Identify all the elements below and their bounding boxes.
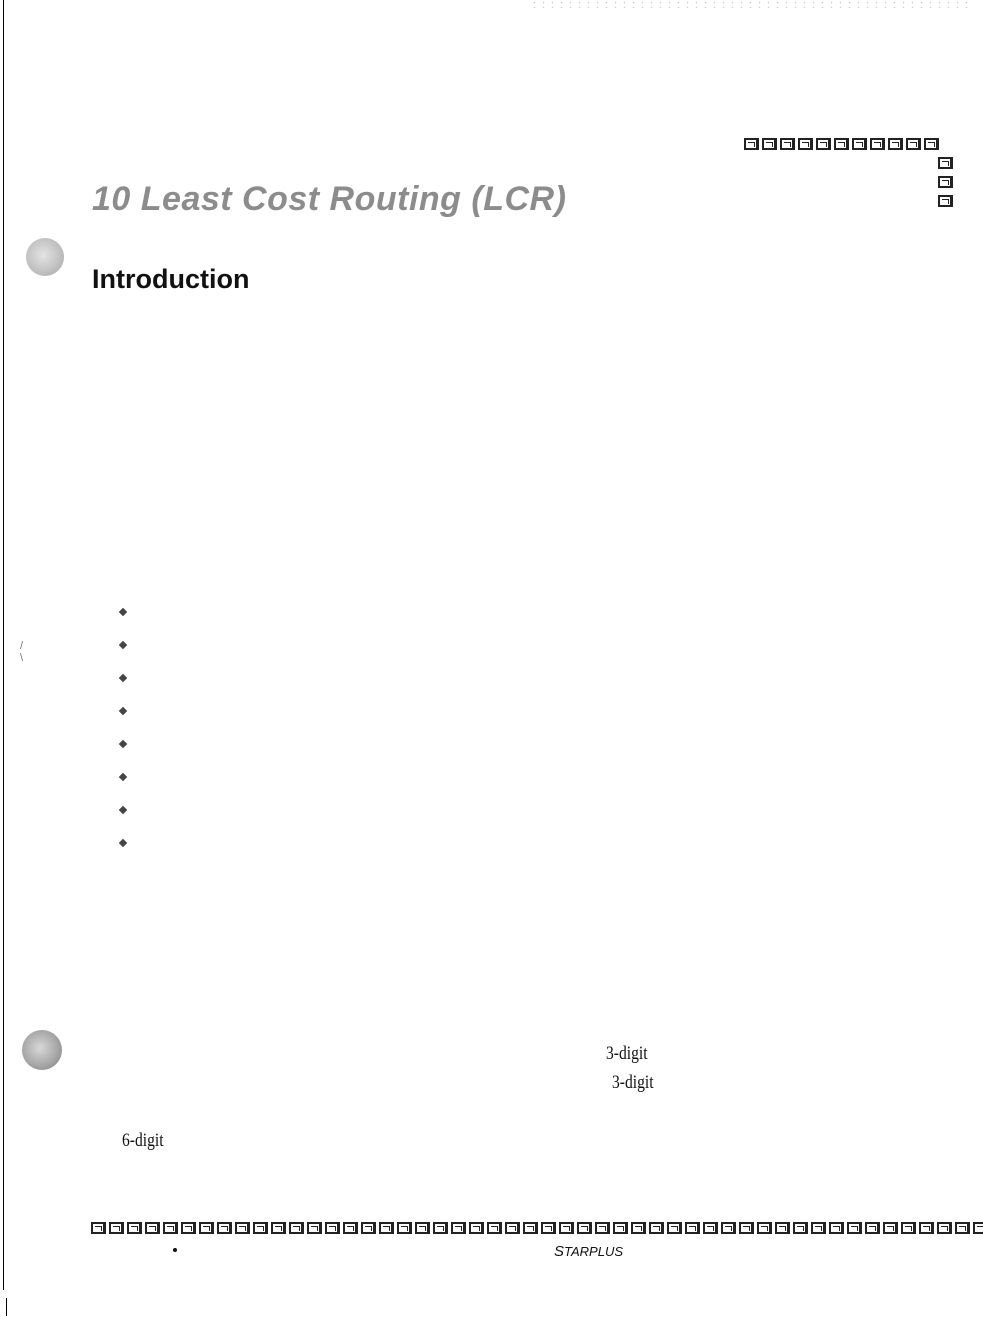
binder-hole-bottom <box>22 1030 62 1070</box>
binder-hole-top <box>26 238 64 276</box>
list-item <box>118 769 128 802</box>
diamond-bullet-icon <box>118 607 128 617</box>
text-fragment: 6-digit <box>122 1130 164 1151</box>
footer-bullet-icon <box>173 1248 177 1252</box>
list-item <box>118 703 128 736</box>
list-item <box>118 637 128 670</box>
greek-key-border-bottom <box>91 1222 983 1234</box>
bullet-list <box>118 604 128 868</box>
diamond-bullet-icon <box>118 706 128 716</box>
text-fragment: 3-digit <box>606 1043 648 1064</box>
diamond-bullet-icon <box>118 838 128 848</box>
greek-key-border-right <box>938 157 953 214</box>
section-heading: Introduction <box>92 264 250 294</box>
page-left-rule <box>3 0 4 1290</box>
list-item <box>118 604 128 637</box>
diamond-bullet-icon <box>118 772 128 782</box>
diamond-bullet-icon <box>118 739 128 749</box>
diamond-bullet-icon <box>118 805 128 815</box>
scan-noise-top <box>530 0 970 8</box>
chapter-title: 10 Least Cost Routing (LCR) <box>92 180 567 218</box>
greek-key-border-top <box>744 138 942 150</box>
scan-mark: / \ <box>20 640 24 664</box>
text-fragment: 3-digit <box>612 1072 654 1093</box>
list-item <box>118 736 128 769</box>
footer-brand: STARPLUS <box>554 1243 624 1260</box>
diamond-bullet-icon <box>118 640 128 650</box>
list-item <box>118 802 128 835</box>
page-corner-mark <box>6 1298 7 1316</box>
list-item <box>118 835 128 868</box>
list-item <box>118 670 128 703</box>
diamond-bullet-icon <box>118 673 128 683</box>
